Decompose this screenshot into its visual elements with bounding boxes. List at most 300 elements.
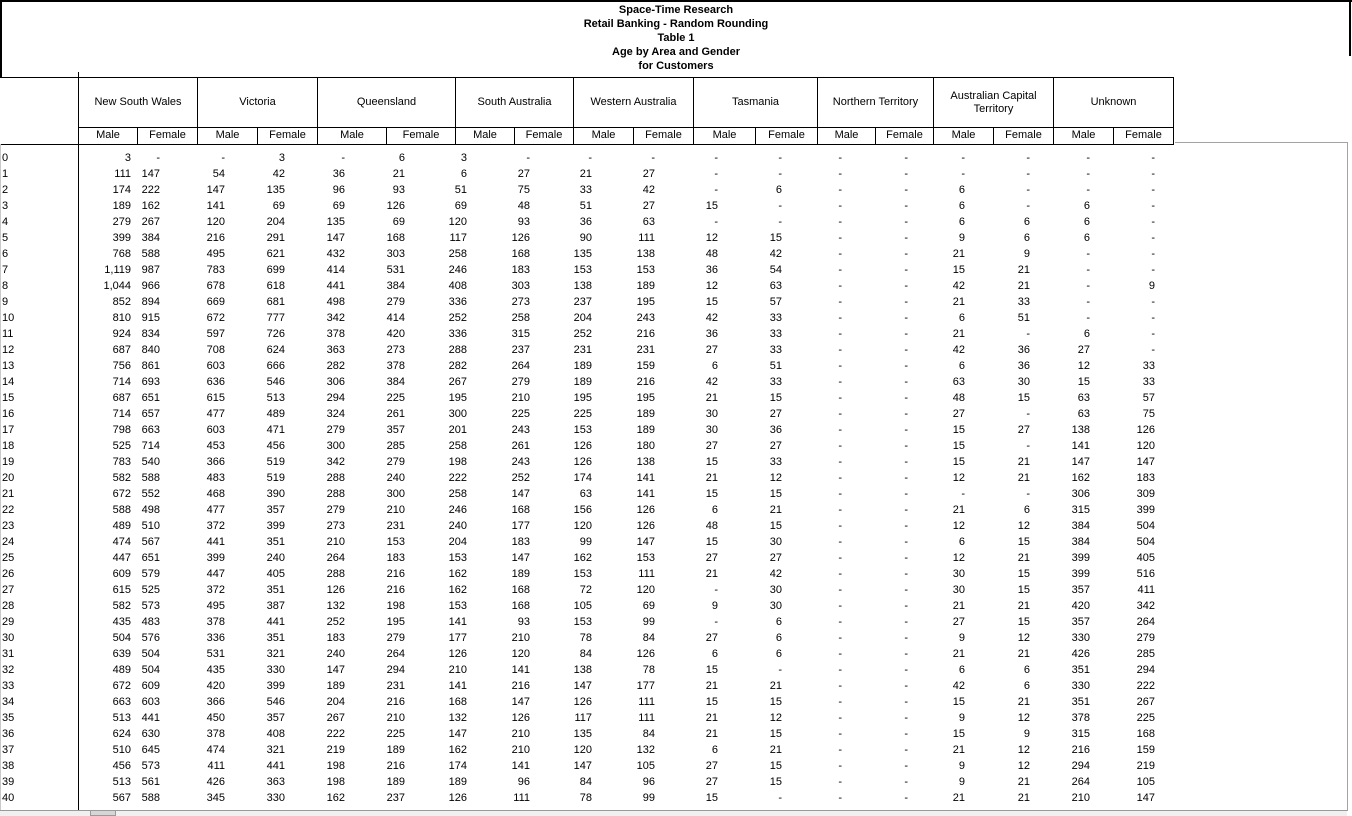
value-cell: 132 [448, 712, 467, 724]
value-cell: 204 [448, 536, 467, 548]
value-cell: 51 [769, 360, 782, 372]
value-cell: 93 [517, 616, 530, 628]
value-cell: 27 [952, 616, 965, 628]
value-cell: 27 [769, 552, 782, 564]
value-cell: - [904, 472, 908, 484]
value-cell: 561 [141, 776, 160, 788]
value-cell: - [1086, 168, 1090, 180]
value-cell: - [838, 376, 842, 388]
value-cell: - [1151, 328, 1155, 340]
value-cell: - [1151, 200, 1155, 212]
value-cell: 264 [1136, 616, 1155, 628]
value-cell: - [778, 216, 782, 228]
value-cell: 15 [952, 456, 965, 468]
value-cell: 321 [266, 744, 285, 756]
value-cell: 6 [958, 216, 965, 228]
value-cell: - [1026, 440, 1030, 452]
value-cell: 15 [705, 664, 718, 676]
value-cell: 177 [636, 680, 655, 692]
value-cell: 15 [1017, 584, 1030, 596]
value-cell: 141 [511, 760, 530, 772]
table-row [0, 678, 1174, 694]
value-cell: - [904, 632, 908, 644]
value-cell: 6 [775, 184, 782, 196]
value-cell: 189 [386, 776, 405, 788]
value-cell: - [838, 584, 842, 596]
value-cell: 153 [573, 616, 592, 628]
age-row-label: 9 [2, 296, 9, 308]
value-cell: 12 [952, 552, 965, 564]
value-cell: 141 [448, 616, 467, 628]
value-cell: 420 [206, 680, 225, 692]
value-cell: 798 [112, 424, 131, 436]
value-cell: 33 [1142, 376, 1155, 388]
table-row [0, 646, 1174, 662]
value-cell: 15 [769, 392, 782, 404]
subheader-female: Female [993, 128, 1053, 144]
value-cell: 678 [206, 280, 225, 292]
value-cell: - [904, 280, 908, 292]
value-cell: 27 [517, 168, 530, 180]
value-cell: 420 [386, 328, 405, 340]
value-cell: 21 [705, 680, 718, 692]
value-cell: 195 [386, 616, 405, 628]
value-cell: 573 [141, 760, 160, 772]
value-cell: 9 [711, 600, 718, 612]
value-cell: - [714, 184, 718, 196]
value-cell: 120 [448, 216, 467, 228]
value-cell: - [904, 232, 908, 244]
value-cell: - [904, 360, 908, 372]
age-row-label: 20 [2, 472, 15, 484]
value-cell: 252 [573, 328, 592, 340]
value-cell: 147 [511, 552, 530, 564]
value-cell: 336 [206, 632, 225, 644]
value-cell: 384 [1071, 520, 1090, 532]
value-cell: 330 [1071, 632, 1090, 644]
age-row-label: 28 [2, 600, 15, 612]
value-cell: - [838, 600, 842, 612]
value-cell: 210 [511, 392, 530, 404]
value-cell: 258 [448, 440, 467, 452]
value-cell: 27 [642, 168, 655, 180]
value-cell: - [156, 152, 160, 164]
report-table-number: Table 1 [657, 32, 695, 44]
value-cell: - [1151, 248, 1155, 260]
subheader-male: Male [197, 128, 257, 144]
subheader-female: Female [137, 128, 197, 144]
horizontal-scrollbar[interactable] [0, 810, 1347, 816]
row-header-divider [78, 72, 79, 810]
table-row [0, 790, 1174, 806]
value-cell: 75 [517, 184, 530, 196]
value-cell: - [1151, 344, 1155, 356]
table-row [0, 390, 1174, 406]
value-cell: 189 [448, 776, 467, 788]
value-cell: 204 [573, 312, 592, 324]
value-cell: - [904, 664, 908, 676]
value-cell: - [838, 648, 842, 660]
value-cell: 6 [958, 664, 965, 676]
value-cell: 42 [272, 168, 285, 180]
value-cell: - [526, 152, 530, 164]
age-row-label: 14 [2, 376, 15, 388]
value-cell: 57 [1142, 392, 1155, 404]
value-cell: 216 [386, 568, 405, 580]
value-cell: 93 [517, 216, 530, 228]
value-cell: 3 [124, 152, 131, 164]
value-cell: - [1151, 264, 1155, 276]
table-row [0, 278, 1174, 294]
scrollbar-thumb[interactable] [90, 811, 116, 816]
value-cell: 9 [1023, 248, 1030, 260]
value-cell: 111 [638, 232, 655, 244]
report-table-title: Age by Area and Gender [612, 46, 740, 58]
value-cell: 279 [112, 216, 131, 228]
subheader-male: Male [933, 128, 993, 144]
value-cell: 6 [958, 312, 965, 324]
value-cell: - [1086, 184, 1090, 196]
value-cell: - [904, 328, 908, 340]
value-cell: 180 [636, 440, 655, 452]
age-row-label: 25 [2, 552, 15, 564]
value-cell: 273 [511, 296, 530, 308]
value-cell: 915 [141, 312, 160, 324]
value-cell: 495 [206, 248, 225, 260]
value-cell: 9 [958, 776, 965, 788]
value-cell: 516 [1136, 568, 1155, 580]
value-cell: - [838, 504, 842, 516]
value-cell: 63 [642, 216, 655, 228]
value-cell: 12 [705, 232, 718, 244]
value-cell: 6 [958, 184, 965, 196]
value-cell: 174 [448, 760, 467, 772]
value-cell: 33 [769, 376, 782, 388]
value-cell: 366 [206, 696, 225, 708]
value-cell: 399 [1071, 568, 1090, 580]
value-cell: 6 [775, 648, 782, 660]
value-cell: 264 [386, 648, 405, 660]
value-cell: 42 [952, 280, 965, 292]
value-cell: 21 [705, 728, 718, 740]
value-cell: - [904, 568, 908, 580]
value-cell: 219 [1136, 760, 1155, 772]
value-cell: 153 [573, 264, 592, 276]
value-cell: 267 [326, 712, 345, 724]
value-cell: 525 [112, 440, 131, 452]
value-cell: 597 [206, 328, 225, 340]
value-cell: 21 [1017, 280, 1030, 292]
value-cell: 141 [636, 488, 655, 500]
subheader-male: Male [317, 128, 386, 144]
value-cell: 15 [952, 264, 965, 276]
value-cell: 63 [952, 376, 965, 388]
value-cell: 489 [112, 520, 131, 532]
value-cell: - [904, 424, 908, 436]
value-cell: 126 [511, 712, 530, 724]
value-cell: 363 [266, 776, 285, 788]
value-cell: 90 [579, 232, 592, 244]
value-cell: 357 [1071, 616, 1090, 628]
value-cell: 639 [112, 648, 131, 660]
value-cell: 288 [326, 472, 345, 484]
value-cell: 378 [386, 360, 405, 372]
value-cell: - [838, 536, 842, 548]
subheader-female: Female [1113, 128, 1174, 144]
age-row-label: 4 [2, 216, 9, 228]
value-cell: - [904, 696, 908, 708]
value-cell: 15 [769, 760, 782, 772]
value-cell: 450 [206, 712, 225, 724]
value-cell: 48 [705, 520, 718, 532]
table-row [0, 214, 1174, 230]
value-cell: - [1086, 152, 1090, 164]
value-cell: 204 [266, 216, 285, 228]
age-row-label: 18 [2, 440, 15, 452]
value-cell: - [904, 744, 908, 756]
value-cell: 120 [573, 520, 592, 532]
value-cell: 279 [386, 632, 405, 644]
value-cell: 309 [1136, 488, 1155, 500]
value-cell: - [778, 792, 782, 804]
value-cell: 225 [386, 728, 405, 740]
table-row [0, 358, 1174, 374]
value-cell: 756 [112, 360, 131, 372]
value-cell: - [904, 536, 908, 548]
value-cell: 51 [579, 200, 592, 212]
value-cell: 141 [511, 664, 530, 676]
value-cell: 378 [206, 616, 225, 628]
value-cell: - [904, 584, 908, 596]
value-cell: 168 [511, 248, 530, 260]
value-cell: 603 [206, 360, 225, 372]
table-row [0, 534, 1174, 550]
value-cell: 12 [1017, 632, 1030, 644]
value-cell: 6 [711, 504, 718, 516]
table-row [0, 502, 1174, 518]
value-cell: 27 [1017, 424, 1030, 436]
value-cell: - [838, 744, 842, 756]
age-row-label: 24 [2, 536, 15, 548]
value-cell: 6 [1023, 216, 1030, 228]
value-cell: 147 [573, 680, 592, 692]
value-cell: - [904, 152, 908, 164]
age-row-label: 3 [2, 200, 9, 212]
value-cell: 513 [112, 776, 131, 788]
column-group-header: Queensland [317, 78, 455, 128]
value-cell: 300 [386, 488, 405, 500]
value-cell: 183 [511, 536, 530, 548]
value-cell: 324 [326, 408, 345, 420]
value-cell: - [778, 152, 782, 164]
value-cell: 267 [448, 376, 467, 388]
value-cell: 36 [705, 264, 718, 276]
value-cell: 330 [1071, 680, 1090, 692]
value-cell: 15 [705, 456, 718, 468]
value-cell: - [904, 248, 908, 260]
value-cell: 504 [141, 664, 160, 676]
value-cell: 453 [206, 440, 225, 452]
value-cell: 135 [326, 216, 345, 228]
value-cell: 15 [952, 696, 965, 708]
age-row-label: 1 [2, 168, 9, 180]
value-cell: 126 [1136, 424, 1155, 436]
value-cell: 351 [266, 536, 285, 548]
value-cell: 477 [206, 408, 225, 420]
report-table-subtitle: for Customers [638, 60, 714, 72]
value-cell: 3 [460, 152, 467, 164]
age-row-label: 29 [2, 616, 15, 628]
value-cell: 288 [326, 568, 345, 580]
table-row [0, 374, 1174, 390]
value-cell: 279 [386, 456, 405, 468]
value-cell: 783 [206, 264, 225, 276]
value-cell: 21 [705, 568, 718, 580]
value-cell: 96 [642, 776, 655, 788]
value-cell: - [838, 488, 842, 500]
value-cell: - [838, 152, 842, 164]
value-cell: 351 [266, 632, 285, 644]
age-row-label: 17 [2, 424, 15, 436]
value-cell: 15 [705, 488, 718, 500]
value-cell: 111 [638, 696, 655, 708]
value-cell: 6 [1083, 200, 1090, 212]
value-cell: 342 [326, 456, 345, 468]
value-cell: 99 [642, 616, 655, 628]
value-cell: 861 [141, 360, 160, 372]
value-cell: 408 [266, 728, 285, 740]
report-database-title: Retail Banking - Random Rounding [583, 18, 769, 30]
value-cell: 222 [326, 728, 345, 740]
value-cell: 198 [448, 456, 467, 468]
value-cell: 51 [1017, 312, 1030, 324]
value-cell: 588 [141, 248, 160, 260]
value-cell: 12 [952, 520, 965, 532]
value-cell: - [961, 152, 965, 164]
value-cell: 63 [579, 488, 592, 500]
table-row [0, 582, 1174, 598]
value-cell: 15 [705, 792, 718, 804]
value-cell: 504 [141, 648, 160, 660]
value-cell: 111 [513, 792, 530, 804]
value-cell: 135 [573, 248, 592, 260]
value-cell: 399 [1071, 552, 1090, 564]
subheader-female: Female [755, 128, 817, 144]
value-cell: 138 [1071, 424, 1090, 436]
pane-divider-horizontal [1175, 142, 1347, 143]
value-cell: 435 [112, 616, 131, 628]
value-cell: - [1151, 152, 1155, 164]
value-cell: - [714, 616, 718, 628]
value-cell: 21 [1017, 776, 1030, 788]
value-cell: 27 [769, 440, 782, 452]
age-row-label: 38 [2, 760, 15, 772]
value-cell: 783 [112, 456, 131, 468]
value-cell: 372 [206, 520, 225, 532]
value-cell: 54 [769, 264, 782, 276]
value-cell: 282 [326, 360, 345, 372]
table-row [0, 662, 1174, 678]
value-cell: 618 [266, 280, 285, 292]
subheader-male: Male [573, 128, 633, 144]
value-cell: - [904, 520, 908, 532]
value-cell: - [904, 648, 908, 660]
value-cell: 672 [112, 680, 131, 692]
value-cell: 15 [769, 696, 782, 708]
value-cell: 342 [326, 312, 345, 324]
value-cell: 141 [636, 472, 655, 484]
age-row-label: 5 [2, 232, 9, 244]
value-cell: 258 [511, 312, 530, 324]
value-cell: 264 [1071, 776, 1090, 788]
value-cell: 63 [1077, 408, 1090, 420]
value-cell: 33 [769, 312, 782, 324]
value-cell: - [1086, 280, 1090, 292]
value-cell: 6 [711, 744, 718, 756]
value-cell: 657 [141, 408, 160, 420]
value-cell: 567 [112, 792, 131, 804]
age-row-label: 32 [2, 664, 15, 676]
value-cell: 483 [206, 472, 225, 484]
value-cell: 708 [206, 344, 225, 356]
value-cell: 588 [112, 504, 131, 516]
value-cell: 267 [1136, 696, 1155, 708]
value-cell: 9 [1023, 728, 1030, 740]
value-cell: 222 [448, 472, 467, 484]
table-row [0, 454, 1174, 470]
subheader-female: Female [633, 128, 693, 144]
age-row-label: 10 [2, 312, 15, 324]
column-group-header: New South Wales [78, 78, 197, 128]
value-cell: - [904, 408, 908, 420]
value-cell: 267 [141, 216, 160, 228]
report-title-block [0, 0, 1352, 73]
value-cell: 609 [112, 568, 131, 580]
value-cell: - [838, 344, 842, 356]
subheader-female: Female [514, 128, 573, 144]
value-cell: 426 [206, 776, 225, 788]
value-cell: 183 [326, 632, 345, 644]
value-cell: - [1151, 184, 1155, 196]
value-cell: - [341, 152, 345, 164]
value-cell: 159 [636, 360, 655, 372]
value-cell: 447 [206, 568, 225, 580]
value-cell: 138 [636, 248, 655, 260]
value-cell: 666 [266, 360, 285, 372]
value-cell: 69 [332, 200, 345, 212]
value-cell: 21 [705, 392, 718, 404]
value-cell: 126 [326, 584, 345, 596]
value-cell: 210 [448, 664, 467, 676]
value-cell: 141 [448, 680, 467, 692]
value-cell: 225 [511, 408, 530, 420]
value-cell: 9 [958, 712, 965, 724]
value-cell: 6 [1023, 232, 1030, 244]
value-cell: 135 [266, 184, 285, 196]
value-cell: - [904, 456, 908, 468]
value-cell: 93 [392, 184, 405, 196]
value-cell: 168 [511, 584, 530, 596]
value-cell: 6 [398, 152, 405, 164]
value-cell: 399 [112, 232, 131, 244]
value-cell: 21 [705, 712, 718, 724]
value-cell: 531 [206, 648, 225, 660]
value-cell: 42 [705, 312, 718, 324]
value-cell: 6 [1083, 216, 1090, 228]
value-cell: - [838, 776, 842, 788]
age-row-label: 33 [2, 680, 15, 692]
area-header-row [0, 78, 1174, 128]
